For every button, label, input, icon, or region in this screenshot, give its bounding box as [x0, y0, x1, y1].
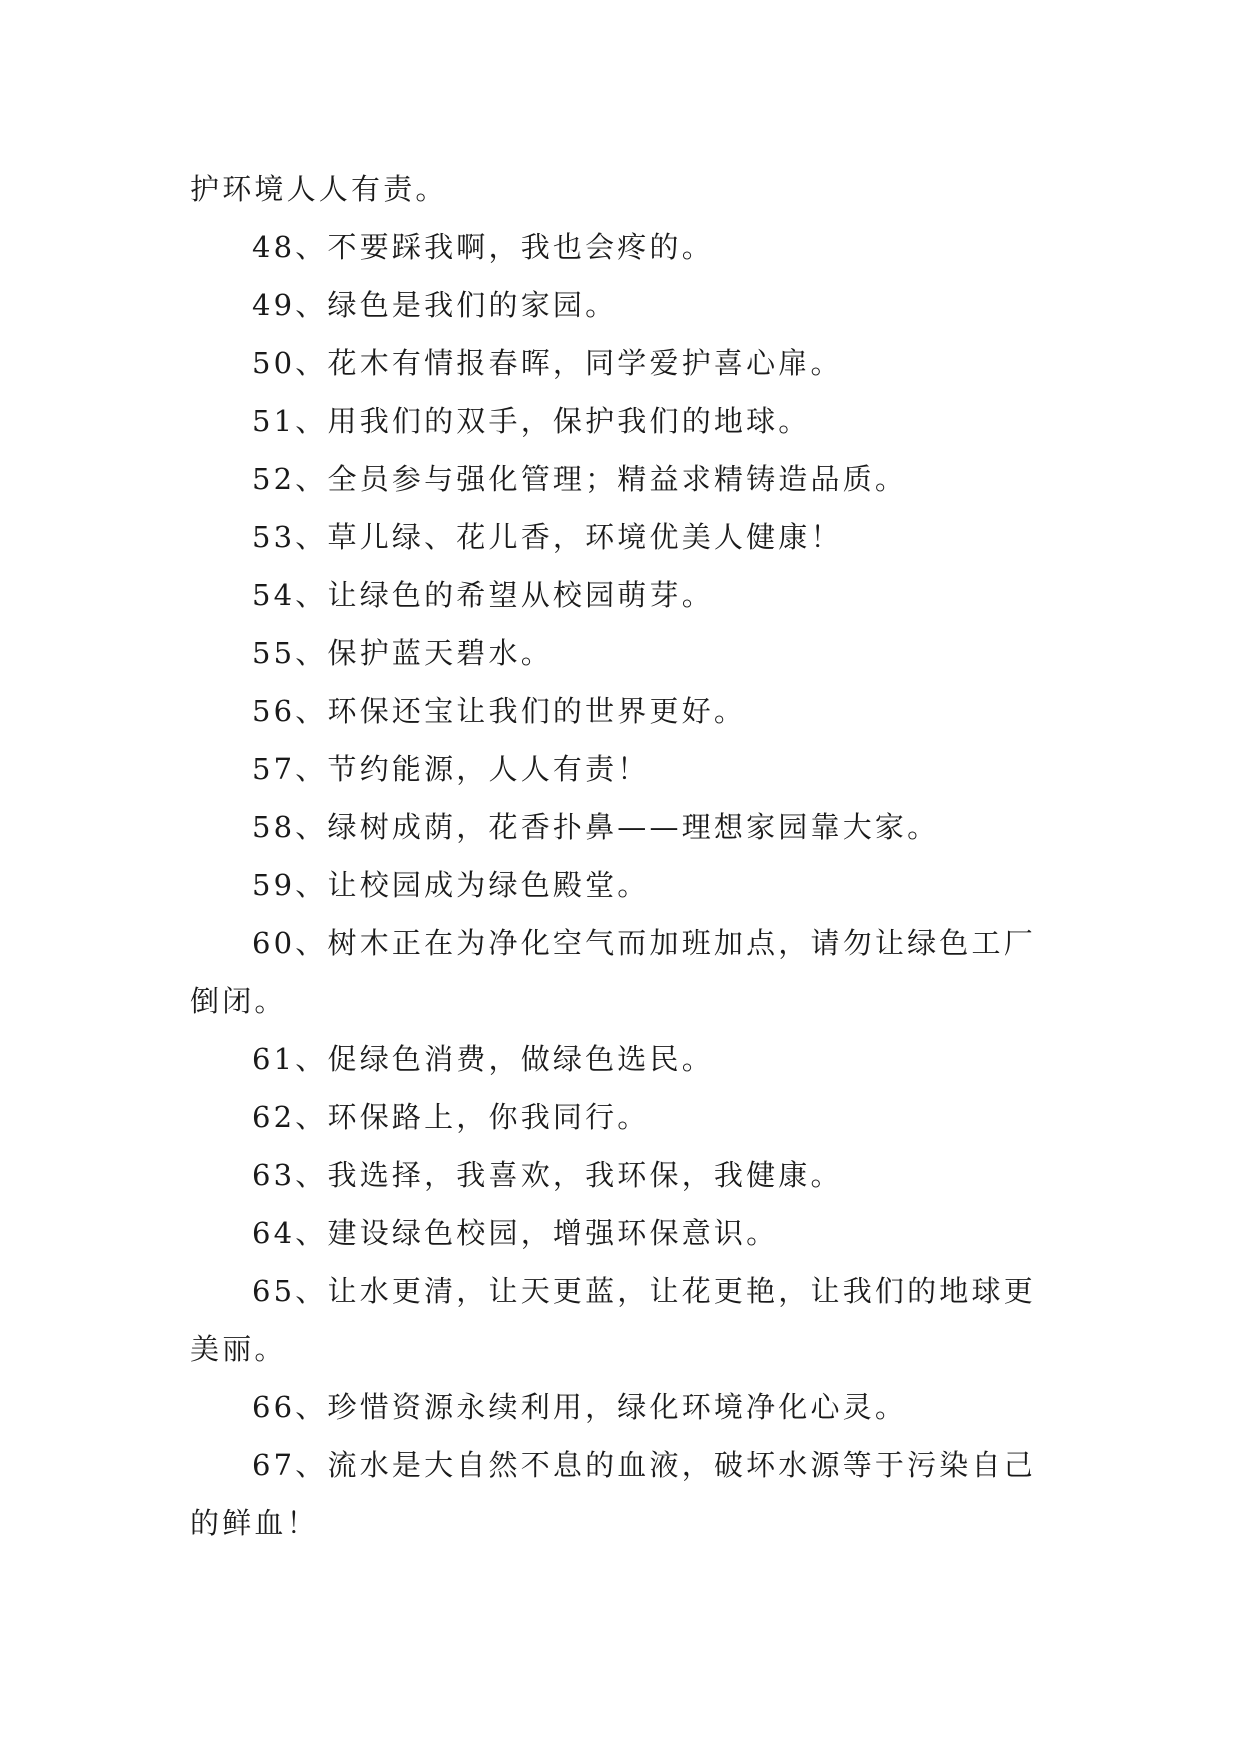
- paragraph-slogan-51: 51、用我们的双手，保护我们的地球。: [252, 404, 811, 438]
- paragraph-slogan-56: 56、环保还宝让我们的世界更好。: [252, 694, 747, 728]
- paragraph-slogan-57: 57、节约能源，人人有责！: [252, 752, 650, 786]
- paragraph-slogan-61: 61、促绿色消费，做绿色选民。: [252, 1042, 714, 1076]
- paragraph-slogan-63: 63、我选择，我喜欢，我环保，我健康。: [252, 1158, 843, 1192]
- paragraph-slogan-58: 58、绿树成荫，花香扑鼻——理想家园靠大家。: [252, 810, 940, 844]
- paragraph-slogan-52: 52、全员参与强化管理；精益求精铸造品质。: [252, 462, 908, 496]
- paragraph-slogan-67: 67、流水是大自然不息的血液，破坏水源等于污染自己的鲜血！: [190, 1448, 1036, 1540]
- paragraph-slogan-55: 55、保护蓝天碧水。: [252, 636, 553, 670]
- paragraph-slogan-48: 48、不要踩我啊，我也会疼的。: [252, 230, 714, 264]
- paragraph-slogan-62: 62、环保路上，你我同行。: [252, 1100, 650, 1134]
- paragraph-slogan-49: 49、绿色是我们的家园。: [252, 288, 618, 322]
- paragraph-slogan-64: 64、建设绿色校园，增强环保意识。: [252, 1216, 779, 1250]
- paragraph-slogan-54: 54、让绿色的希望从校园萌芽。: [252, 578, 714, 612]
- paragraph-slogan-60: 60、树木正在为净化空气而加班加点，请勿让绿色工厂倒闭。: [190, 926, 1036, 1018]
- paragraph-slogan-65: 65、让水更清，让天更蓝，让花更艳，让我们的地球更美丽。: [190, 1274, 1036, 1366]
- paragraph-slogan-59: 59、让校园成为绿色殿堂。: [252, 868, 650, 902]
- paragraph-slogan-66: 66、珍惜资源永续利用，绿化环境净化心灵。: [252, 1390, 908, 1424]
- document-body: [190, 160, 1060, 1552]
- paragraph-continuation: 护环境人人有责。: [190, 172, 448, 206]
- paragraph-slogan-53: 53、草儿绿、花儿香，环境优美人健康！: [252, 520, 843, 554]
- paragraph-slogan-50: 50、花木有情报春晖，同学爱护喜心扉。: [252, 346, 843, 380]
